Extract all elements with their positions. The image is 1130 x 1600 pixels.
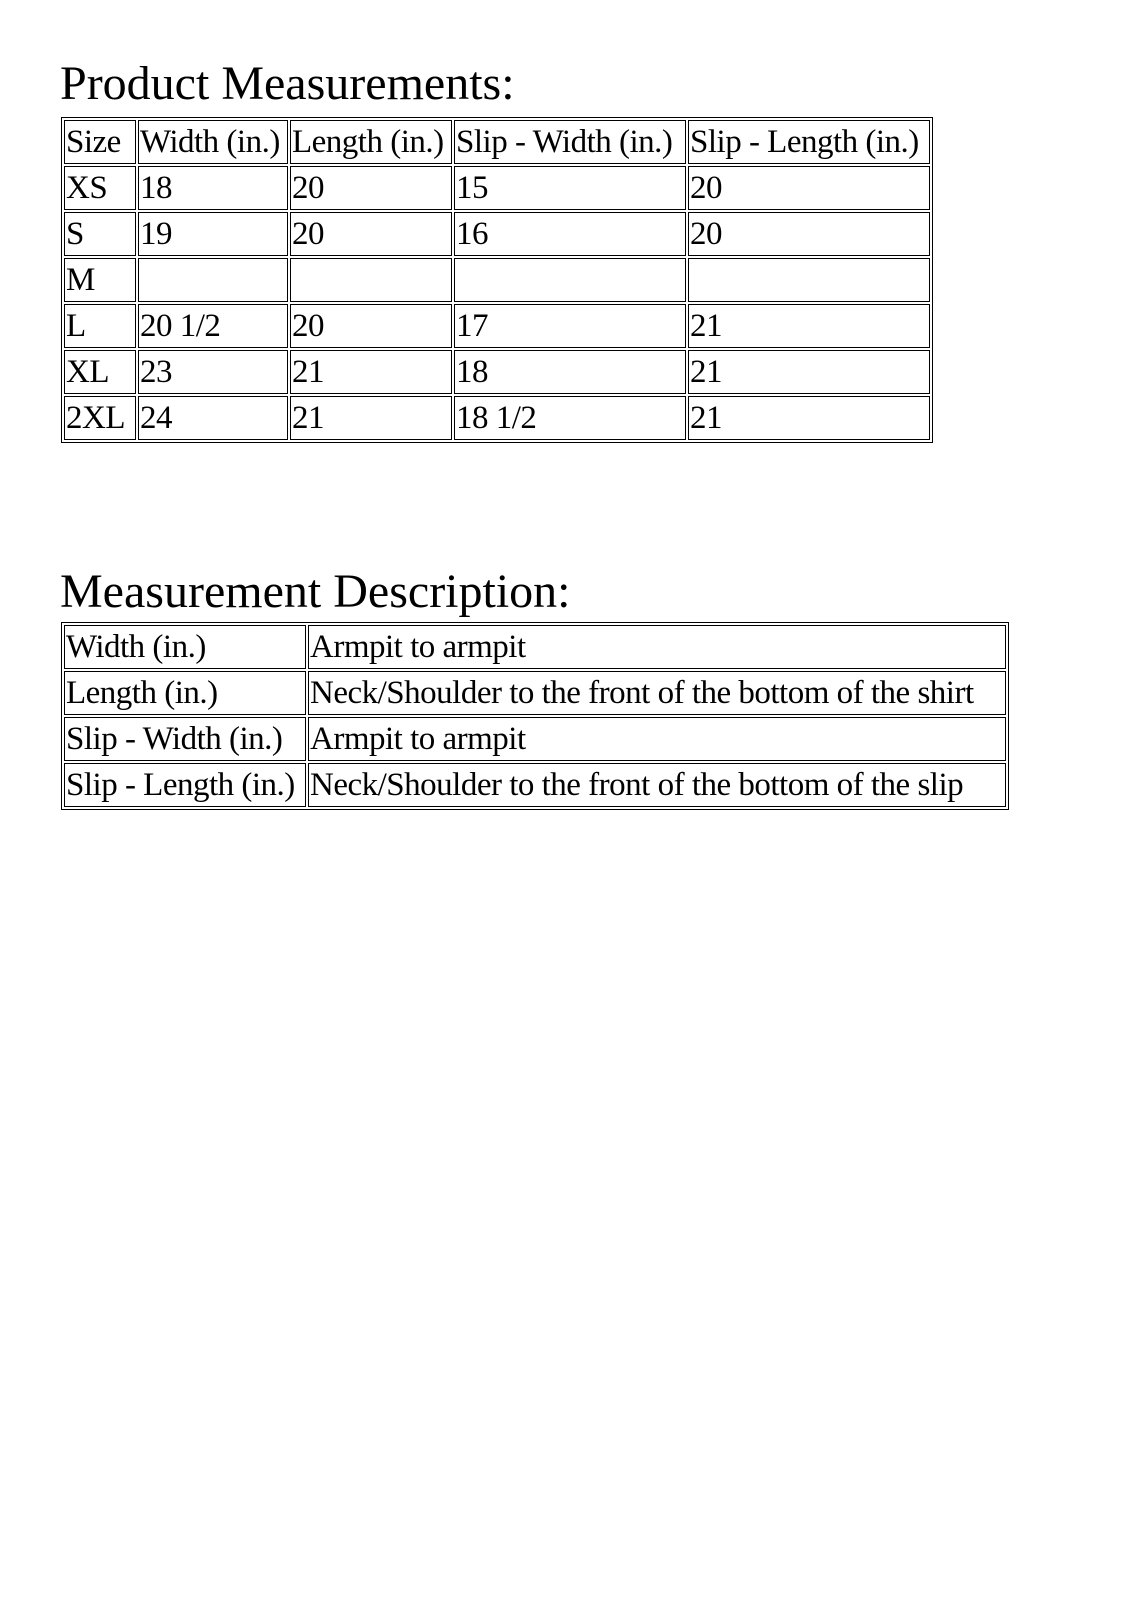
table-cell: 15 [454,166,686,210]
table-cell: XS [64,166,136,210]
table-cell: 21 [688,304,930,348]
table-cell: S [64,212,136,256]
table-cell: 24 [138,396,288,440]
table-row [64,763,1006,807]
table-cell: 21 [688,396,930,440]
term-cell: Length (in.) [64,671,306,715]
description-cell: Armpit to armpit [308,717,1006,761]
description-cell: Neck/Shoulder to the front of the bottom of the shirt [308,671,1006,715]
table-cell: 23 [138,350,288,394]
table-cell: 18 [138,166,288,210]
table-cell: 20 [290,212,452,256]
measurement-description-table [61,622,1009,810]
header-cell: Size [64,120,136,164]
table-cell [290,258,452,302]
table-cell: 20 [290,166,452,210]
table-cell [688,258,930,302]
table-cell: 17 [454,304,686,348]
header-cell: Length (in.) [290,120,452,164]
description-cell: Neck/Shoulder to the front of the bottom of the slip [308,763,1006,807]
table-row [64,258,930,302]
table-cell: 18 1/2 [454,396,686,440]
table-row [64,166,930,210]
header-cell: Slip - Length (in.) [688,120,930,164]
description-cell: Armpit to armpit [308,625,1006,669]
table-cell: XL [64,350,136,394]
table-cell: M [64,258,136,302]
product-measurements-table [61,117,933,443]
table-cell: 19 [138,212,288,256]
term-cell: Width (in.) [64,625,306,669]
table-cell: 20 [688,212,930,256]
table-cell: 21 [688,350,930,394]
table-cell: 18 [454,350,686,394]
table-cell: 21 [290,396,452,440]
table-cell: 2XL [64,396,136,440]
table-cell: 20 1/2 [138,304,288,348]
table-row [64,304,930,348]
header-cell: Width (in.) [138,120,288,164]
table-row [64,671,1006,715]
table-row [64,717,1006,761]
table-row [64,350,930,394]
table-cell: 21 [290,350,452,394]
measurement-description-title: Measurement Description: [60,565,571,618]
term-cell: Slip - Width (in.) [64,717,306,761]
table-row [64,212,930,256]
table-cell: 16 [454,212,686,256]
table-cell: 20 [688,166,930,210]
table-cell: L [64,304,136,348]
table-row [64,396,930,440]
table-cell [454,258,686,302]
header-cell: Slip - Width (in.) [454,120,686,164]
table-row [64,625,1006,669]
table-cell: 20 [290,304,452,348]
term-cell: Slip - Length (in.) [64,763,306,807]
product-measurements-title: Product Measurements: [60,57,515,110]
table-header-row [64,120,930,164]
table-cell [138,258,288,302]
